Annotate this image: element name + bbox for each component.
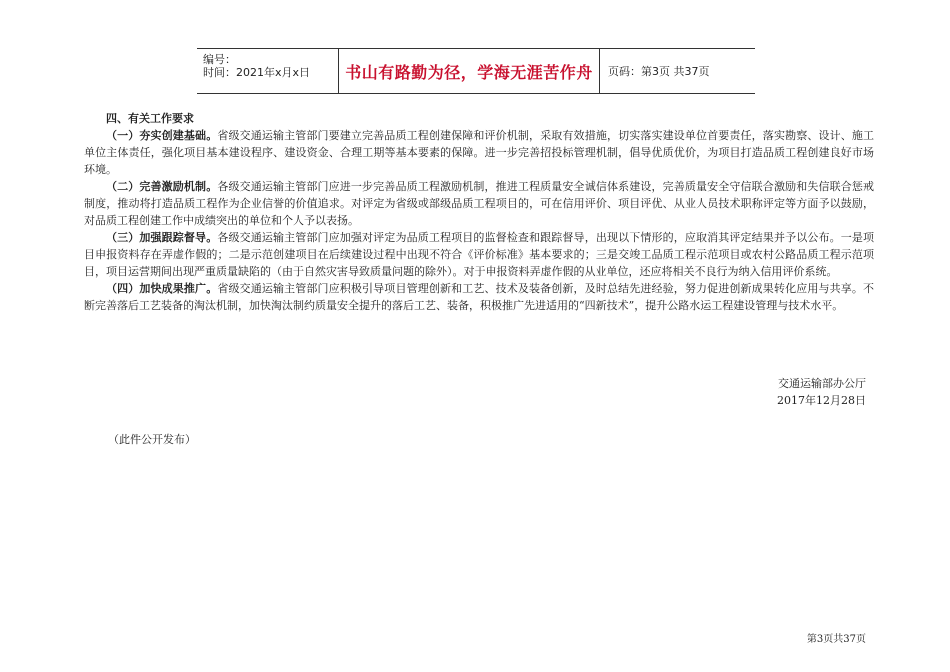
- document-number-label: 编号：: [203, 53, 236, 66]
- signature-block: [777, 375, 866, 409]
- paragraph-lead: （一）夯实创建基础。: [106, 129, 218, 142]
- header-left-cell: [197, 49, 339, 93]
- document-header: [197, 48, 755, 94]
- section-title: 四、有关工作要求: [106, 112, 194, 125]
- paragraph-text: 省级交通运输主管部门应积极引导项目管理创新和工艺、技术及装备创新，及时总结先进经验，努力促进创新成果转化应用与共享。不断完善落后工艺装备的淘汰机制，加快淘汰制约质量安全提升的落后工艺、装备，积极推广先进适用的“四新技术”，提升公路水运工程建设管理与技术水平。: [84, 282, 875, 312]
- header-page-cell: [600, 49, 755, 93]
- publication-note: （此件公开发布）: [108, 433, 196, 446]
- paragraph-2: [84, 178, 874, 229]
- paragraph-1: [84, 127, 874, 178]
- paragraph-text: 各级交通运输主管部门应加强对评定为品质工程项目的监督检查和跟踪督导，出现以下情形的，应取消其评定结果并予以公布。一是项目申报资料存在弄虚作假的；二是示范创建项目在后续建设过程中出现不符合《评价标准》基本要求的；三是交竣工品质工程示范项目或农村公路品质工程示范项目，项目运营期间出现严重质量缺陷的（由于自然灾害导致质量问题的除外）。对于申报资料弄虚作假的从业单位，还应将相关不良行为纳入信用评价系统。: [84, 231, 875, 278]
- paragraph-3: [84, 229, 874, 280]
- paragraph-4: [84, 280, 874, 314]
- document-body: [84, 110, 874, 314]
- document-date: 时间：2021年x月x日: [203, 66, 311, 79]
- paragraph-lead: （二）完善激励机制。: [106, 180, 218, 193]
- header-motto-cell: [339, 49, 600, 93]
- paragraph-text: 各级交通运输主管部门应进一步完善品质工程激励机制，推进工程质量安全诚信体系建设，完善质量安全守信联合激励和失信联合惩戒制度，推动将打造品质工程作为企业信誉的价值追求。对评定为省级或部级品质工程项目的，可在信用评价、项目评优、从业人员技术职称评定等方面予以鼓励，对品质工程创建工作中成绩突出的单位和个人予以表扬。: [84, 180, 875, 227]
- signature-date: 2017年12月28日: [777, 394, 866, 407]
- paragraph-lead: （四）加快成果推广。: [106, 282, 218, 295]
- signature-org: 交通运输部办公厅: [778, 377, 866, 390]
- page-footer: 第3页共37页: [806, 634, 866, 645]
- paragraph-lead: （三）加强跟踪督导。: [106, 231, 218, 244]
- paragraph-text: 省级交通运输主管部门要建立完善品质工程创建保障和评价机制，采取有效措施，切实落实建设单位首要责任，落实勘察、设计、施工单位主体责任，强化项目基本建设程序、建设资金、合理工期等基本要素的保障。进一步完善招投标管理机制，倡导优质优价，为项目打造品质工程创建良好市场环境。: [84, 129, 875, 176]
- page-code: 页码：第3页 共37页: [608, 65, 710, 78]
- motto-text: 书山有路勤为径，学海无涯苦作舟: [345, 62, 593, 82]
